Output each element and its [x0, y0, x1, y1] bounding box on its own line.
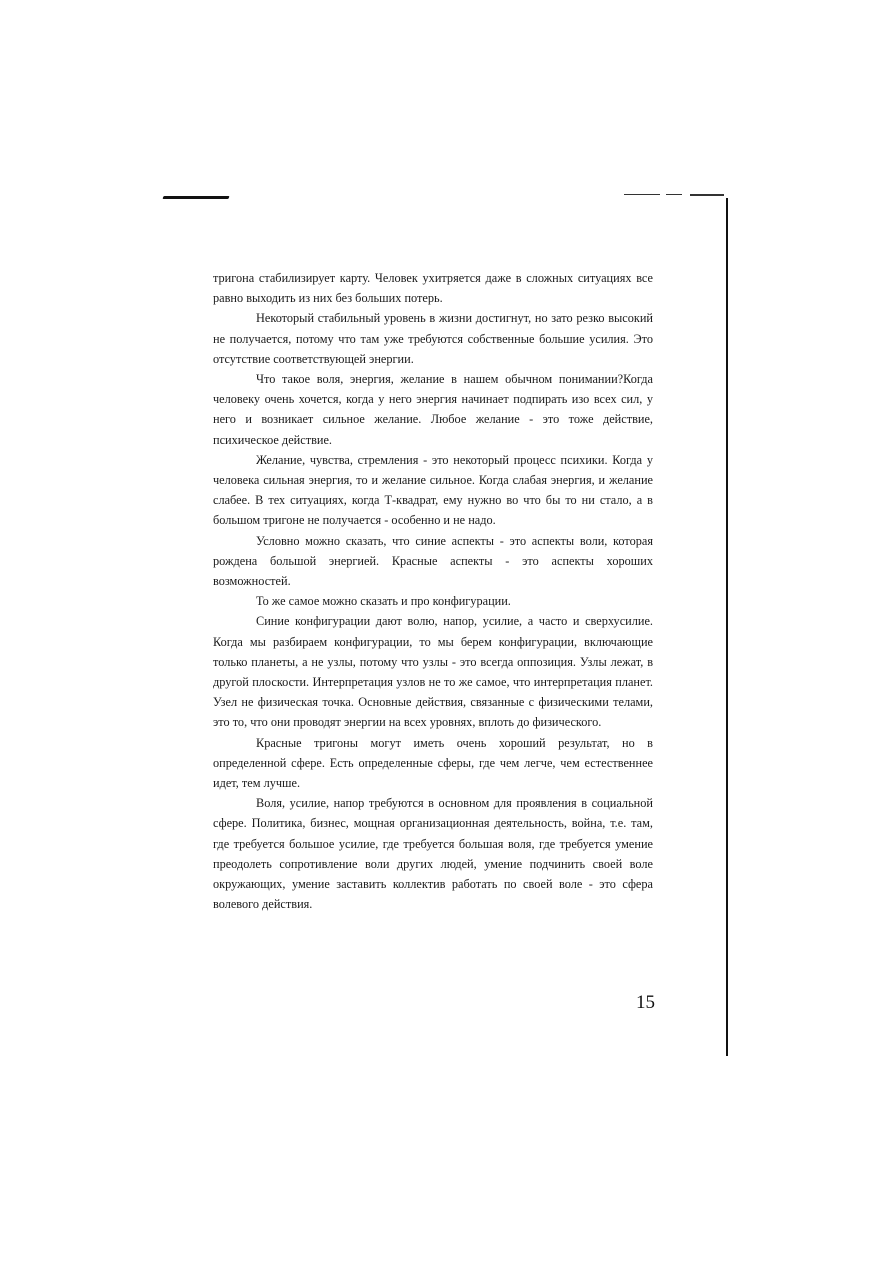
scan-artifact-right-dash	[666, 194, 682, 195]
paragraph: Что такое воля, энергия, желание в нашем обычном понимании?Когда человеку очень хочется, когда у него энергия начинает подпирать изо всех сил, у него и возникает сильное желание. Любое желание - это тоже действие, психическое действие.	[213, 372, 653, 447]
paragraph: Условно можно сказать, что синие аспекты - это аспекты воли, которая рождена большой энергией. Красные аспекты - это аспекты хороших возможностей.	[213, 533, 653, 589]
paragraph: Некоторый стабильный уровень в жизни достигнут, но зато резко высокий не получается, потому что там уже требуются собственные большие усилия. Это отсутствие соответствующей энергии.	[213, 311, 653, 366]
paragraph: Красные тригоны могут иметь очень хороший результат, но в определенной сфере. Есть определенные сферы, где чем легче, чем естественнее идет, тем лучше.	[213, 735, 653, 791]
paragraph-continuation: тригона стабилизирует карту. Человек ухитряется даже в сложных ситуациях все равно выходить из них без больших потерь.	[213, 271, 653, 306]
page-number: 15	[636, 992, 655, 1013]
paragraph: Желание, чувства, стремления - это некоторый процесс психики. Когда у человека сильная энергия, то и желание сильное. Когда слабая энергия, и желание слабее. В тех ситуациях, когда Т-квадрат, ему нужно во что бы то ни стало, а в большом тригоне не получается - особенно и не надо.	[213, 452, 653, 528]
scan-artifact-right-dash	[624, 194, 660, 195]
paragraph: Воля, усилие, напор требуются в основном для проявления в социальной сфере. Политика, бизнес, мощная организационная деятельность, война, т.е. там, где требуется большое усилие, где требуется большая воля, где требуется умение преодолеть сопротивление воли других людей, умение подчинить своей воле окружающих, умение заставить коллектив работать по своей воле - это сфера волевого действия.	[213, 796, 653, 912]
paragraph: Синие конфигурации дают волю, напор, усилие, а часто и сверхусилие. Когда мы разбираем конфигурации, то мы берем конфигурации, включающие только планеты, а не узлы, потому что узлы - это всегда оппозиция. Узлы лежат, в другой плоскости. Интерпретация узлов не то же самое, что интерпретация планет. Узел не физическая точка. Основные действия, связанные с физическими телами, это то, что они проводят энергии на всех уровнях, вплоть до физического.	[213, 614, 653, 730]
scan-page-edge-line	[726, 198, 728, 1056]
paragraph: То же самое можно сказать и про конфигурации.	[256, 594, 511, 609]
page-body-text	[213, 268, 653, 915]
scan-artifact-left-stroke	[162, 196, 229, 199]
scan-artifact-right-dash	[690, 194, 724, 196]
